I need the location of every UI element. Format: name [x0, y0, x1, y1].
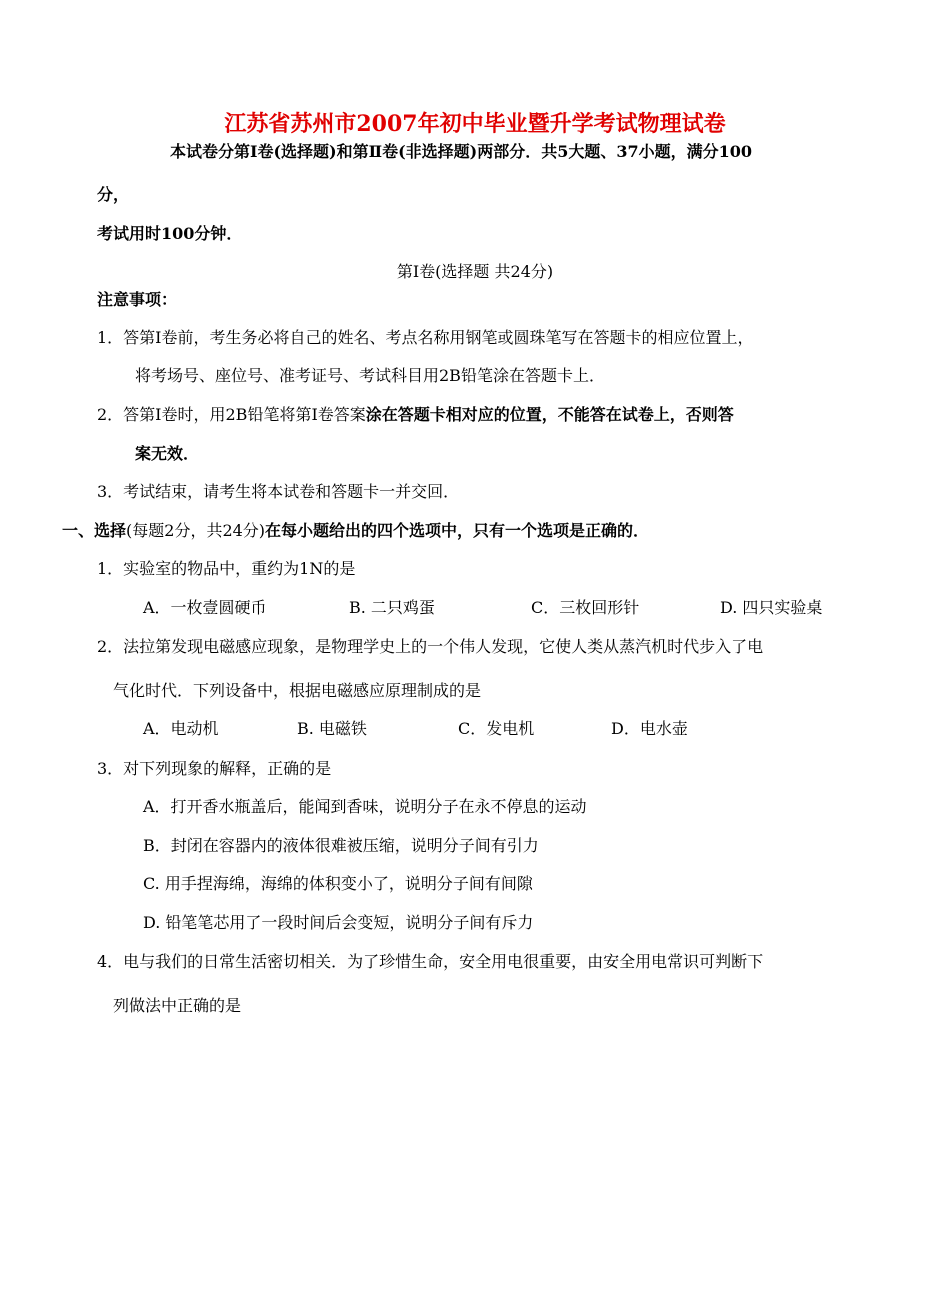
q1-option-b: B. 二只鸡蛋 [349, 598, 435, 617]
notice-item-2a-bold: 涂在答题卡相对应的位置，不能答在试卷上，否则答 [365, 405, 734, 424]
section1-label: 一、选择 [62, 521, 127, 540]
notice-item-2b: 案无效． [135, 444, 200, 463]
notice-item-3: 3．考试结束，请考生将本试卷和答题卡一并交回． [97, 482, 460, 501]
part1-heading: 第Ⅰ卷(选择题 共24分) [396, 262, 554, 281]
intro-line-3: 考试用时100分钟． [97, 224, 243, 243]
q2-stem-b: 气化时代．下列设备中，根据电磁感应原理制成的是 [113, 681, 482, 700]
q1-option-d: D. 四只实验桌 [720, 598, 823, 617]
q2-option-d: D．电水壶 [611, 719, 688, 738]
notice-item-1b: 将考场号、座位号、准考证号、考试科目用2B铅笔涂在答题卡上． [135, 366, 605, 385]
q1-option-a: A．一枚壹圆硬币 [143, 598, 267, 617]
q4-stem-a: 4．电与我们的日常生活密切相关．为了珍惜生命，安全用电很重要，由安全用电常识可判断下 [97, 952, 764, 971]
q2-option-a: A．电动机 [143, 719, 219, 738]
exam-title: 江苏省苏州市2007年初中毕业暨升学考试物理试卷 [224, 111, 726, 137]
q1-option-c: C．三枚回形针 [531, 598, 640, 617]
section1-heading [62, 521, 649, 541]
q3-option-b: B．封闭在容器内的液体很难被压缩，说明分子间有引力 [143, 836, 539, 855]
section1-scoring: (每题2分，共24分) [126, 521, 266, 540]
notice-item-2a-normal: 2．答第Ⅰ卷时，用2B铅笔将第Ⅰ卷答案 [97, 405, 366, 424]
q3-stem: 3．对下列现象的解释，正确的是 [97, 759, 332, 778]
section1-instruction: 在每小题给出的四个选项中，只有一个选项是正确的． [265, 521, 650, 540]
intro-line-2: 分， [97, 185, 130, 204]
q3-option-c: C. 用手捏海绵，海绵的体积变小了，说明分子间有间隙 [143, 874, 533, 893]
q3-option-d: D. 铅笔笔芯用了一段时间后会变短，说明分子间有斥力 [143, 913, 534, 932]
q2-option-c: C．发电机 [458, 719, 535, 738]
notice-item-1a: 1．答第Ⅰ卷前，考生务必将自己的姓名、考点名称用钢笔或圆珠笔写在答题卡的相应位置上， [97, 328, 754, 347]
q4-stem-b: 列做法中正确的是 [113, 996, 242, 1015]
intro-line-1: 本试卷分第Ⅰ卷(选择题)和第Ⅱ卷(非选择题)两部分．共5大题、37小题，满分100 [170, 142, 753, 161]
q3-option-a: A．打开香水瓶盖后，能闻到香味，说明分子在永不停息的运动 [143, 797, 587, 816]
notice-heading: 注意事项： [97, 290, 178, 309]
q1-stem: 1．实验室的物品中，重约为1N的是 [97, 559, 356, 578]
q2-stem-a: 2．法拉第发现电磁感应现象，是物理学史上的一个伟人发现，它使人类从蒸汽机时代步入了电 [97, 637, 764, 656]
q2-option-b: B. 电磁铁 [297, 719, 367, 738]
notice-item-2a [97, 405, 734, 425]
